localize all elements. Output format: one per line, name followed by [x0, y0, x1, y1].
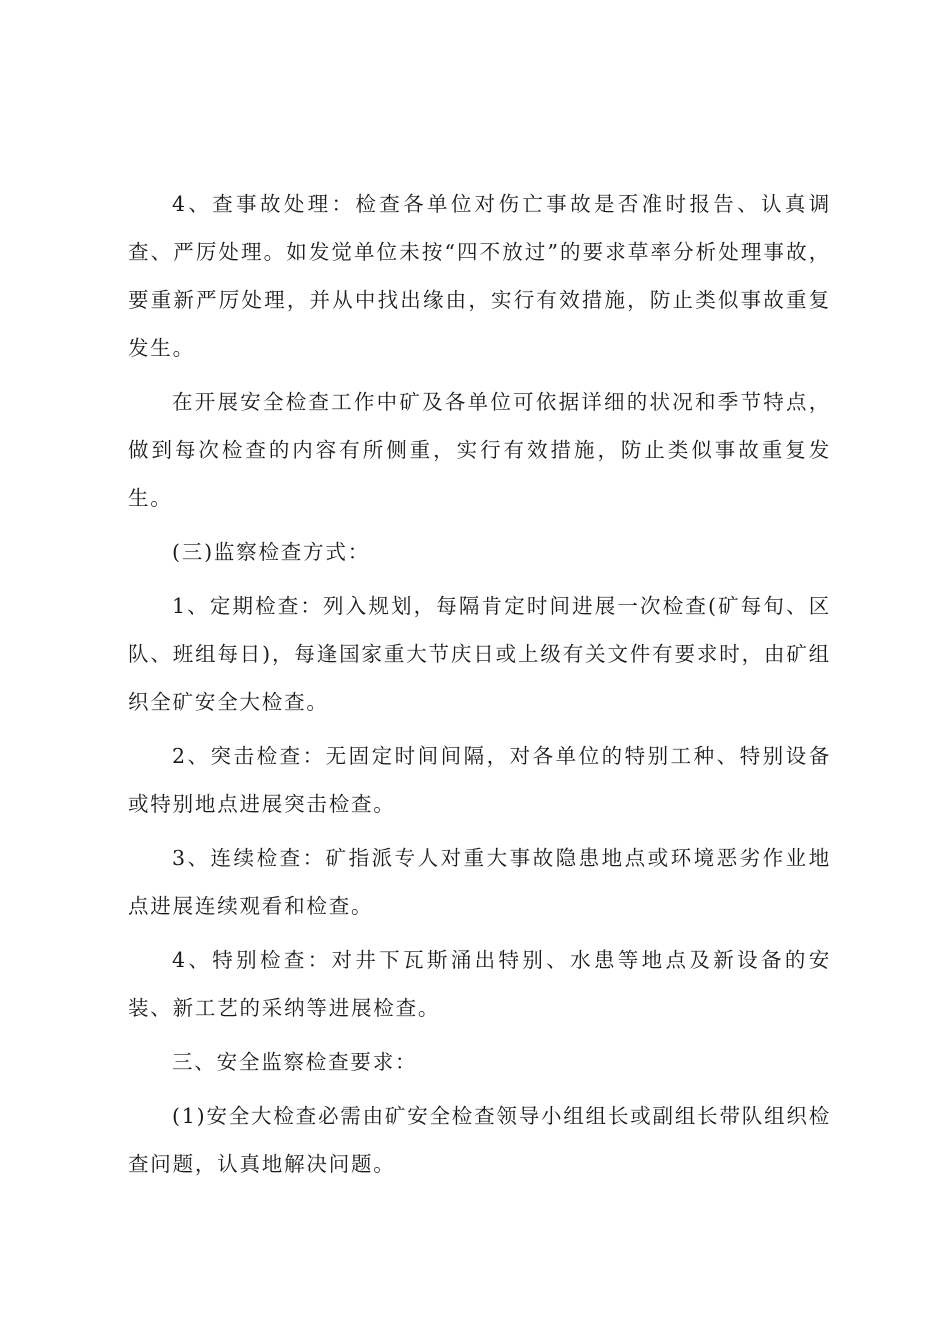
paragraph-requirement-1: (1)安全大检查必需由矿安全检查领导小组组长或副组长带队组织检查问题，认真地解决问题。: [128, 1104, 831, 1176]
paragraph-regular-inspection: 1、定期检查：列入规划，每隔肯定时间进展一次检查(矿每旬、区队、班组每日)，每逢国家重大节庆日或上级有关文件有要求时，由矿组织全矿安全大检查。: [128, 594, 831, 714]
heading-inspection-methods: (三)监察检查方式：: [172, 540, 370, 564]
paragraph-continuous-inspection: 3、连续检查：矿指派专人对重大事故隐患地点或环境恶劣作业地点进展连续观看和检查。: [128, 846, 831, 918]
document-body: [128, 180, 831, 1188]
paragraph-surprise-inspection: 2、突击检查：无固定时间间隔，对各单位的特别工种、特别设备或特别地点进展突击检查。: [128, 744, 831, 816]
paragraph-accident-handling: 4、查事故处理：检查各单位对伤亡事故是否准时报告、认真调查、严厉处理。如发觉单位未按“四不放过”的要求草率分析处理事故，要重新严厉处理，并从中找出缘由，实行有效措施，防止类似事故重复发生。: [128, 192, 831, 360]
paragraph-seasonal-focus: 在开展安全检查工作中矿及各单位可依据详细的状况和季节特点，做到每次检查的内容有所侧重，实行有效措施，防止类似事故重复发生。: [128, 390, 831, 510]
paragraph-special-inspection: 4、特别检查：对井下瓦斯涌出特别、水患等地点及新设备的安装、新工艺的采纳等进展检查。: [128, 948, 831, 1020]
heading-inspection-requirements: 三、安全监察检查要求：: [172, 1050, 418, 1074]
